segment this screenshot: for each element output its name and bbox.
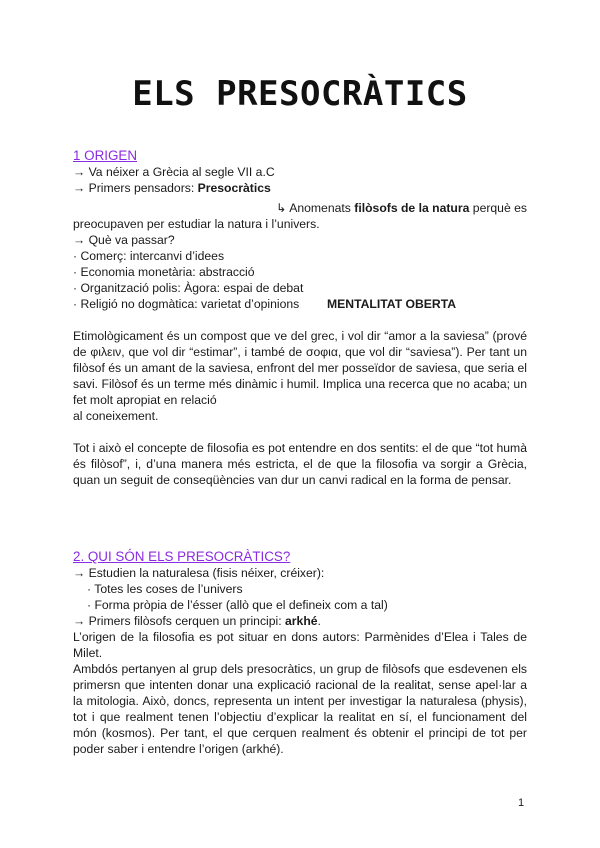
philosophers-of-nature-term: filòsofs de la natura (354, 201, 470, 215)
sub-bullet-universe: · Totes les coses de l’univers (87, 582, 243, 596)
origin-line-2 (73, 180, 527, 196)
presocratics-paragraph: Ambdós pertanyen al grup dels presocràtics, un grup de filòsofs que esdevenen els primersn que intenten donar una explicació racional de la realitat, sense apel·lar a la mitologia. Això, doncs, representa un intent per investigar la naturalesa (physis), tot i que realment tenen l’objectiu d’explicar la realitat en sí, el funcionament del món (kosmos). Per tant, el que cerquen realment és obtenir el principi de tot per poder saber i entendre l’origen (arkhé). (73, 662, 527, 756)
arkhe-line-text: → Primers filòsofs cerquen un principi: (73, 614, 286, 628)
origin-authors-paragraph: L’origen de la filosofia es pot situar en dons autors: Parmènides d’Elea i Tales de Milet. (73, 630, 527, 660)
arkhe-line (73, 613, 527, 629)
bullet-economia: · Economia monetària: abstracció (73, 265, 255, 279)
mentalitat-oberta-label: MENTALITAT OBERTA (327, 297, 457, 311)
section-heading-presocratics: 2. QUI SÓN ELS PRESOCRÀTICS? (73, 549, 291, 564)
presocratics-term: Presocràtics (197, 181, 271, 195)
bullet-religio-row (73, 296, 527, 312)
origin-line-3 (73, 200, 527, 216)
origin-line-5: → Què va passar? (73, 233, 175, 247)
bullet-polis: · Organització polis: Àgora: espai de debat (73, 281, 304, 295)
origin-line-1: → Va néixer a Grècia al segle VII a.C (73, 165, 275, 179)
sub-bullet-being: · Forma pròpia de l’ésser (allò que el defineix com a tal) (87, 598, 388, 612)
etymology-paragraph: Etimològicament és un compost que ve del grec, i vol dir “amor a la saviesa” (prové de φιλειν, que vol dir “estimar”, i també de σοφια, que vol dir “saviesa”). Per tant un filòsof és un amant de la saviesa, enfront del mer posseïdor de saviesa, que seria el savi. Filòsof és un terme més dinàmic i humil. Implica una recerca que no acaba; un fet molt apropiat en relació (73, 329, 527, 407)
origin-line-4: preocupaven per estudiar la natura i l’univers. (73, 217, 320, 231)
page-number: 1 (518, 797, 525, 809)
origin-line-3-prefix: ↳ Anomenats (276, 201, 355, 215)
page-title: ELS PRESOCRÀTICS (132, 74, 468, 114)
section-heading-origen: 1 ORIGEN (73, 148, 137, 163)
bullet-comerc: · Comerç: intercanvi d’idees (73, 249, 225, 263)
origin-line-2-text: → Primers pensadors: (73, 181, 198, 195)
concept-paragraph: Tot i això el concepte de filosofia es pot entendre en dos sentits: el de que “tot humà és filòsof”, i, d’una manera més estricta, el de que la filosofia va sorgir a Grècia, quan un seguit de conseqüències van dur un canvi radical en la forma de pensar. (73, 441, 527, 487)
section-presocratics (73, 548, 527, 757)
etymology-paragraph-end: al coneixement. (73, 409, 159, 423)
arkhe-line-suffix: . (317, 614, 321, 628)
bullet-religio: · Religió no dogmàtica: varietat d’opinions (73, 297, 300, 311)
arkhe-term: arkhé (285, 614, 318, 628)
nature-line: → Estudien la naturalesa (fisis néixer, créixer): (73, 566, 325, 580)
origin-line-3-suffix: perquè es (469, 201, 527, 215)
section-origen (73, 147, 527, 488)
